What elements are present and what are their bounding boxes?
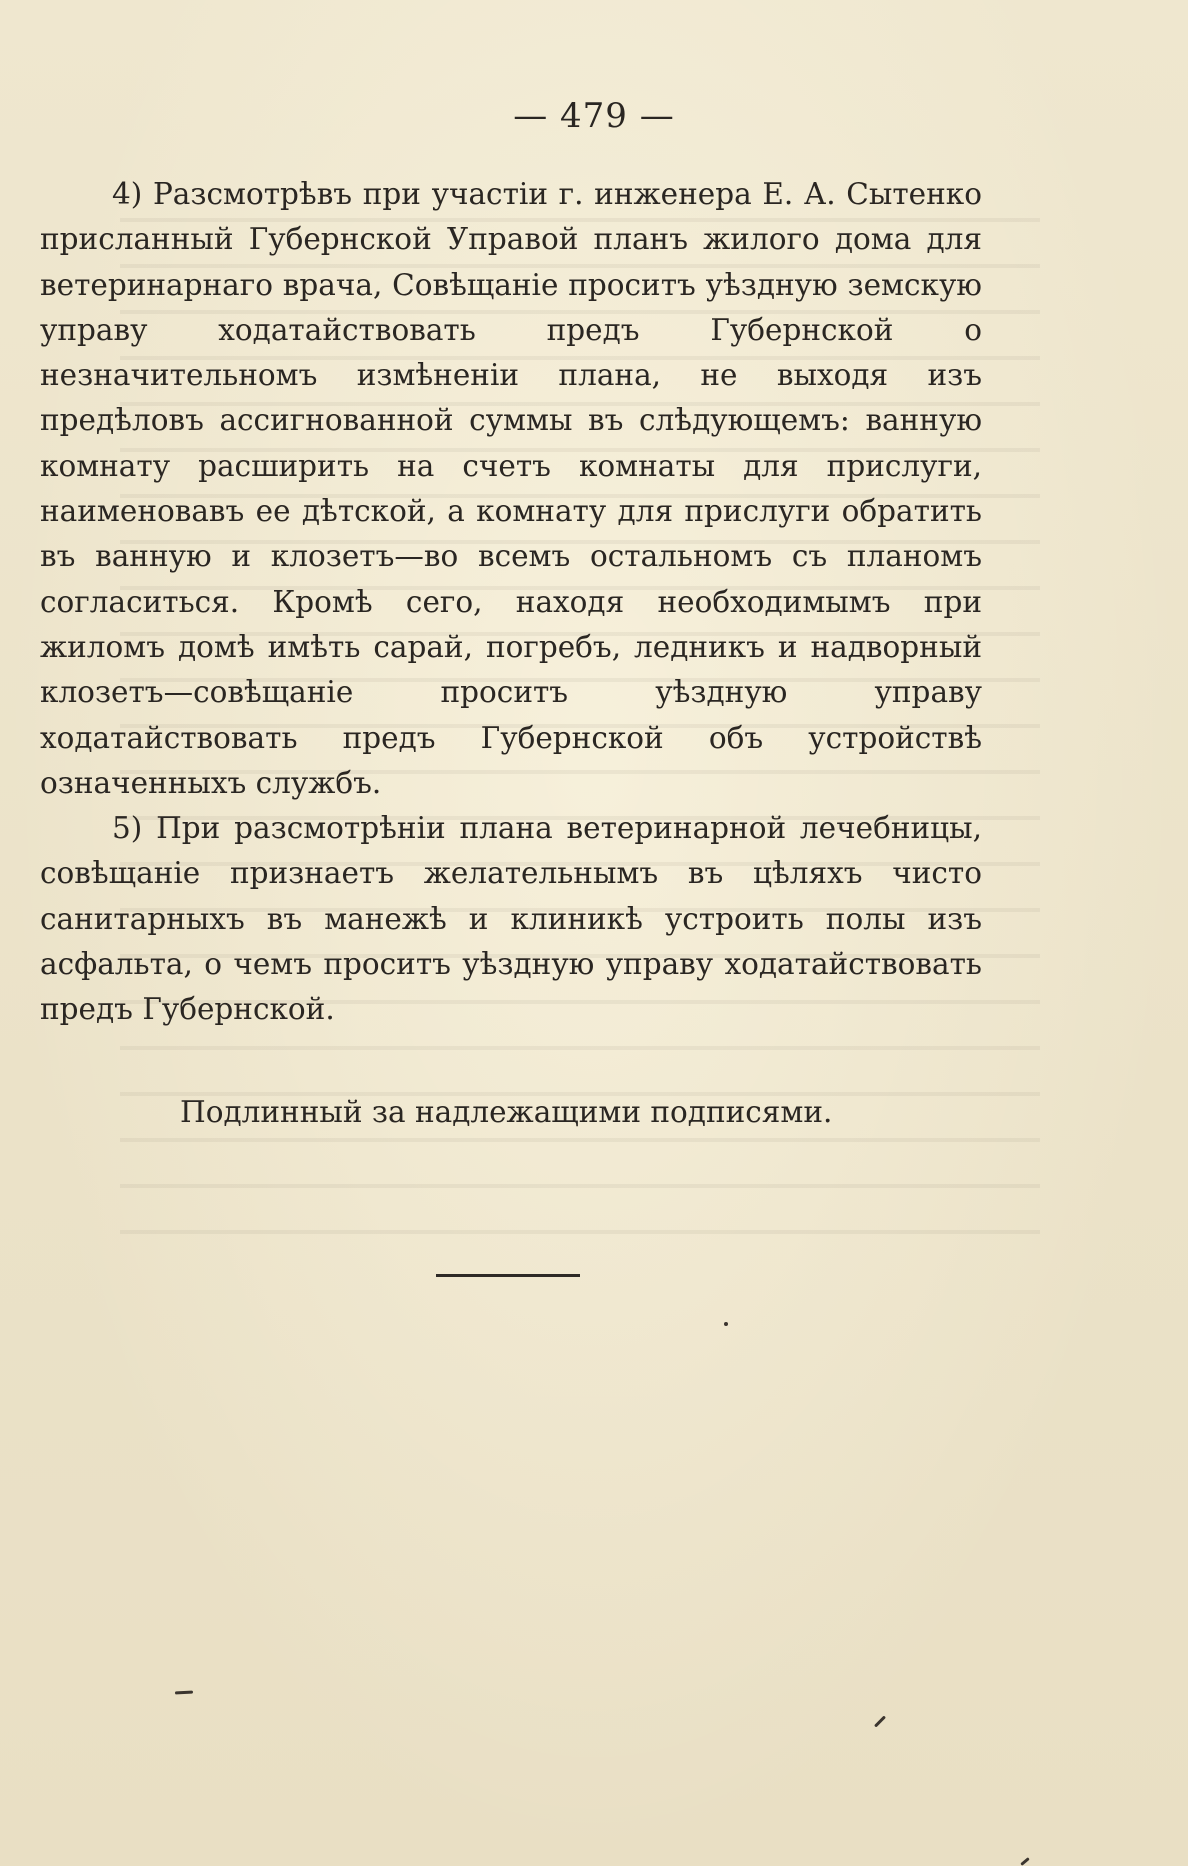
ink-speck: [175, 1691, 193, 1695]
ink-speck: [724, 1322, 728, 1326]
paragraph-5: 5) При разсмотрѣніи плана ветеринарной лечебницы, совѣщаніе признаетъ желательнымъ въ цѣляхъ чисто санитарныхъ въ манежѣ и клиникѣ устроить полы изъ асфальта, о чемъ проситъ уѣздную управу ходатайствовать предъ Губернской.: [40, 811, 982, 1027]
ink-speck: [874, 1715, 886, 1727]
paragraph-4: 4) Разсмотрѣвъ при участіи г. инженера Е. А. Сытенко присланный Губернской Управой планъ жилого дома для ветеринарнаго врача, Совѣщаніе проситъ уѣздную земскую управу ходатайствовать предъ Губернской о незначительномъ измѣненіи плана, не выходя изъ предѣловъ ассигнованной суммы въ слѣдующемъ: ванную комнату расширить на счетъ комнаты для прислуги, наименовавъ ее дѣтской, а комнату для прислуги обратить въ ванную и клозетъ—во всемъ остальномъ съ планомъ согласиться. Кромѣ сего, находя необходимымъ при жиломъ домѣ имѣть сарай, погребъ, ледникъ и надворный клозетъ—совѣщаніе проситъ уѣздную управу ходатайствовать предъ Губернской объ устройствѣ означенныхъ службъ.: [40, 177, 982, 800]
end-rule-divider: [436, 1274, 580, 1277]
signature-note: Подлинный за надлежащими подписями.: [180, 1095, 833, 1129]
page-number: — 479 —: [513, 96, 675, 136]
ink-speck: [1020, 1857, 1030, 1866]
body-text: [40, 172, 982, 1033]
